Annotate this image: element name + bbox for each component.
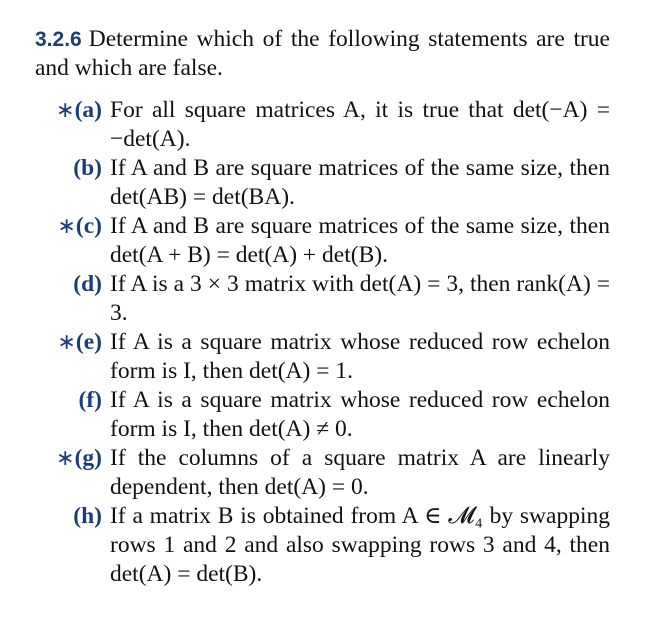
statement-label: (a) <box>74 97 102 123</box>
statement-label: (g) <box>74 445 102 471</box>
star-icon: ∗ <box>56 98 75 123</box>
statement-text: If A is a square matrix whose reduced row echelon form is I, then det(A) = 1. <box>110 329 610 384</box>
statement-marker <box>35 444 102 502</box>
exercise-prompt: Determine which of the following statements are true and which are false. <box>35 26 610 81</box>
statement-text: If a matrix B is obtained from A ∈ 𝓜₄ by swapping rows 1 and 2 and also swapping rows 3 and 4, then det(A) = det(B). <box>110 503 610 587</box>
statement-item-b <box>35 154 610 212</box>
statement-label: (f) <box>78 387 102 413</box>
exercise-header <box>35 25 610 83</box>
exercise-number: 3.2.6 <box>35 28 82 51</box>
statement-text: For all square matrices A, it is true that det(−A) = −det(A). <box>110 97 610 152</box>
statement-item-a <box>35 96 610 154</box>
statement-label: (c) <box>75 213 102 239</box>
exercise-block <box>35 25 610 589</box>
statement-text: If A is a square matrix whose reduced row echelon form is I, then det(A) ≠ 0. <box>110 387 610 442</box>
star-icon: ∗ <box>56 446 75 471</box>
statement-marker <box>35 96 102 154</box>
statement-marker <box>35 328 102 386</box>
star-icon: ∗ <box>57 214 76 239</box>
statement-text: If A and B are square matrices of the same size, then det(AB) = det(BA). <box>110 155 610 210</box>
statement-item-c <box>35 212 610 270</box>
statement-item-e <box>35 328 610 386</box>
statement-item-f <box>35 386 610 444</box>
statement-marker <box>35 270 102 328</box>
star-icon: ∗ <box>57 330 76 355</box>
statement-label: (e) <box>75 329 102 355</box>
statement-item-h <box>35 502 610 589</box>
statement-label: (h) <box>73 503 102 529</box>
statement-item-g <box>35 444 610 502</box>
statement-text: If A is a 3 × 3 matrix with det(A) = 3, then rank(A) = 3. <box>110 271 610 326</box>
statement-list <box>35 96 610 589</box>
statement-label: (b) <box>73 155 102 181</box>
statement-marker <box>35 212 102 270</box>
statement-text: If the columns of a square matrix A are linearly dependent, then det(A) = 0. <box>110 445 610 500</box>
statement-marker <box>35 386 102 444</box>
statement-marker <box>35 154 102 212</box>
statement-marker <box>35 502 102 589</box>
statement-item-d <box>35 270 610 328</box>
statement-label: (d) <box>73 271 102 297</box>
statement-text: If A and B are square matrices of the same size, then det(A + B) = det(A) + det(B). <box>110 213 610 268</box>
